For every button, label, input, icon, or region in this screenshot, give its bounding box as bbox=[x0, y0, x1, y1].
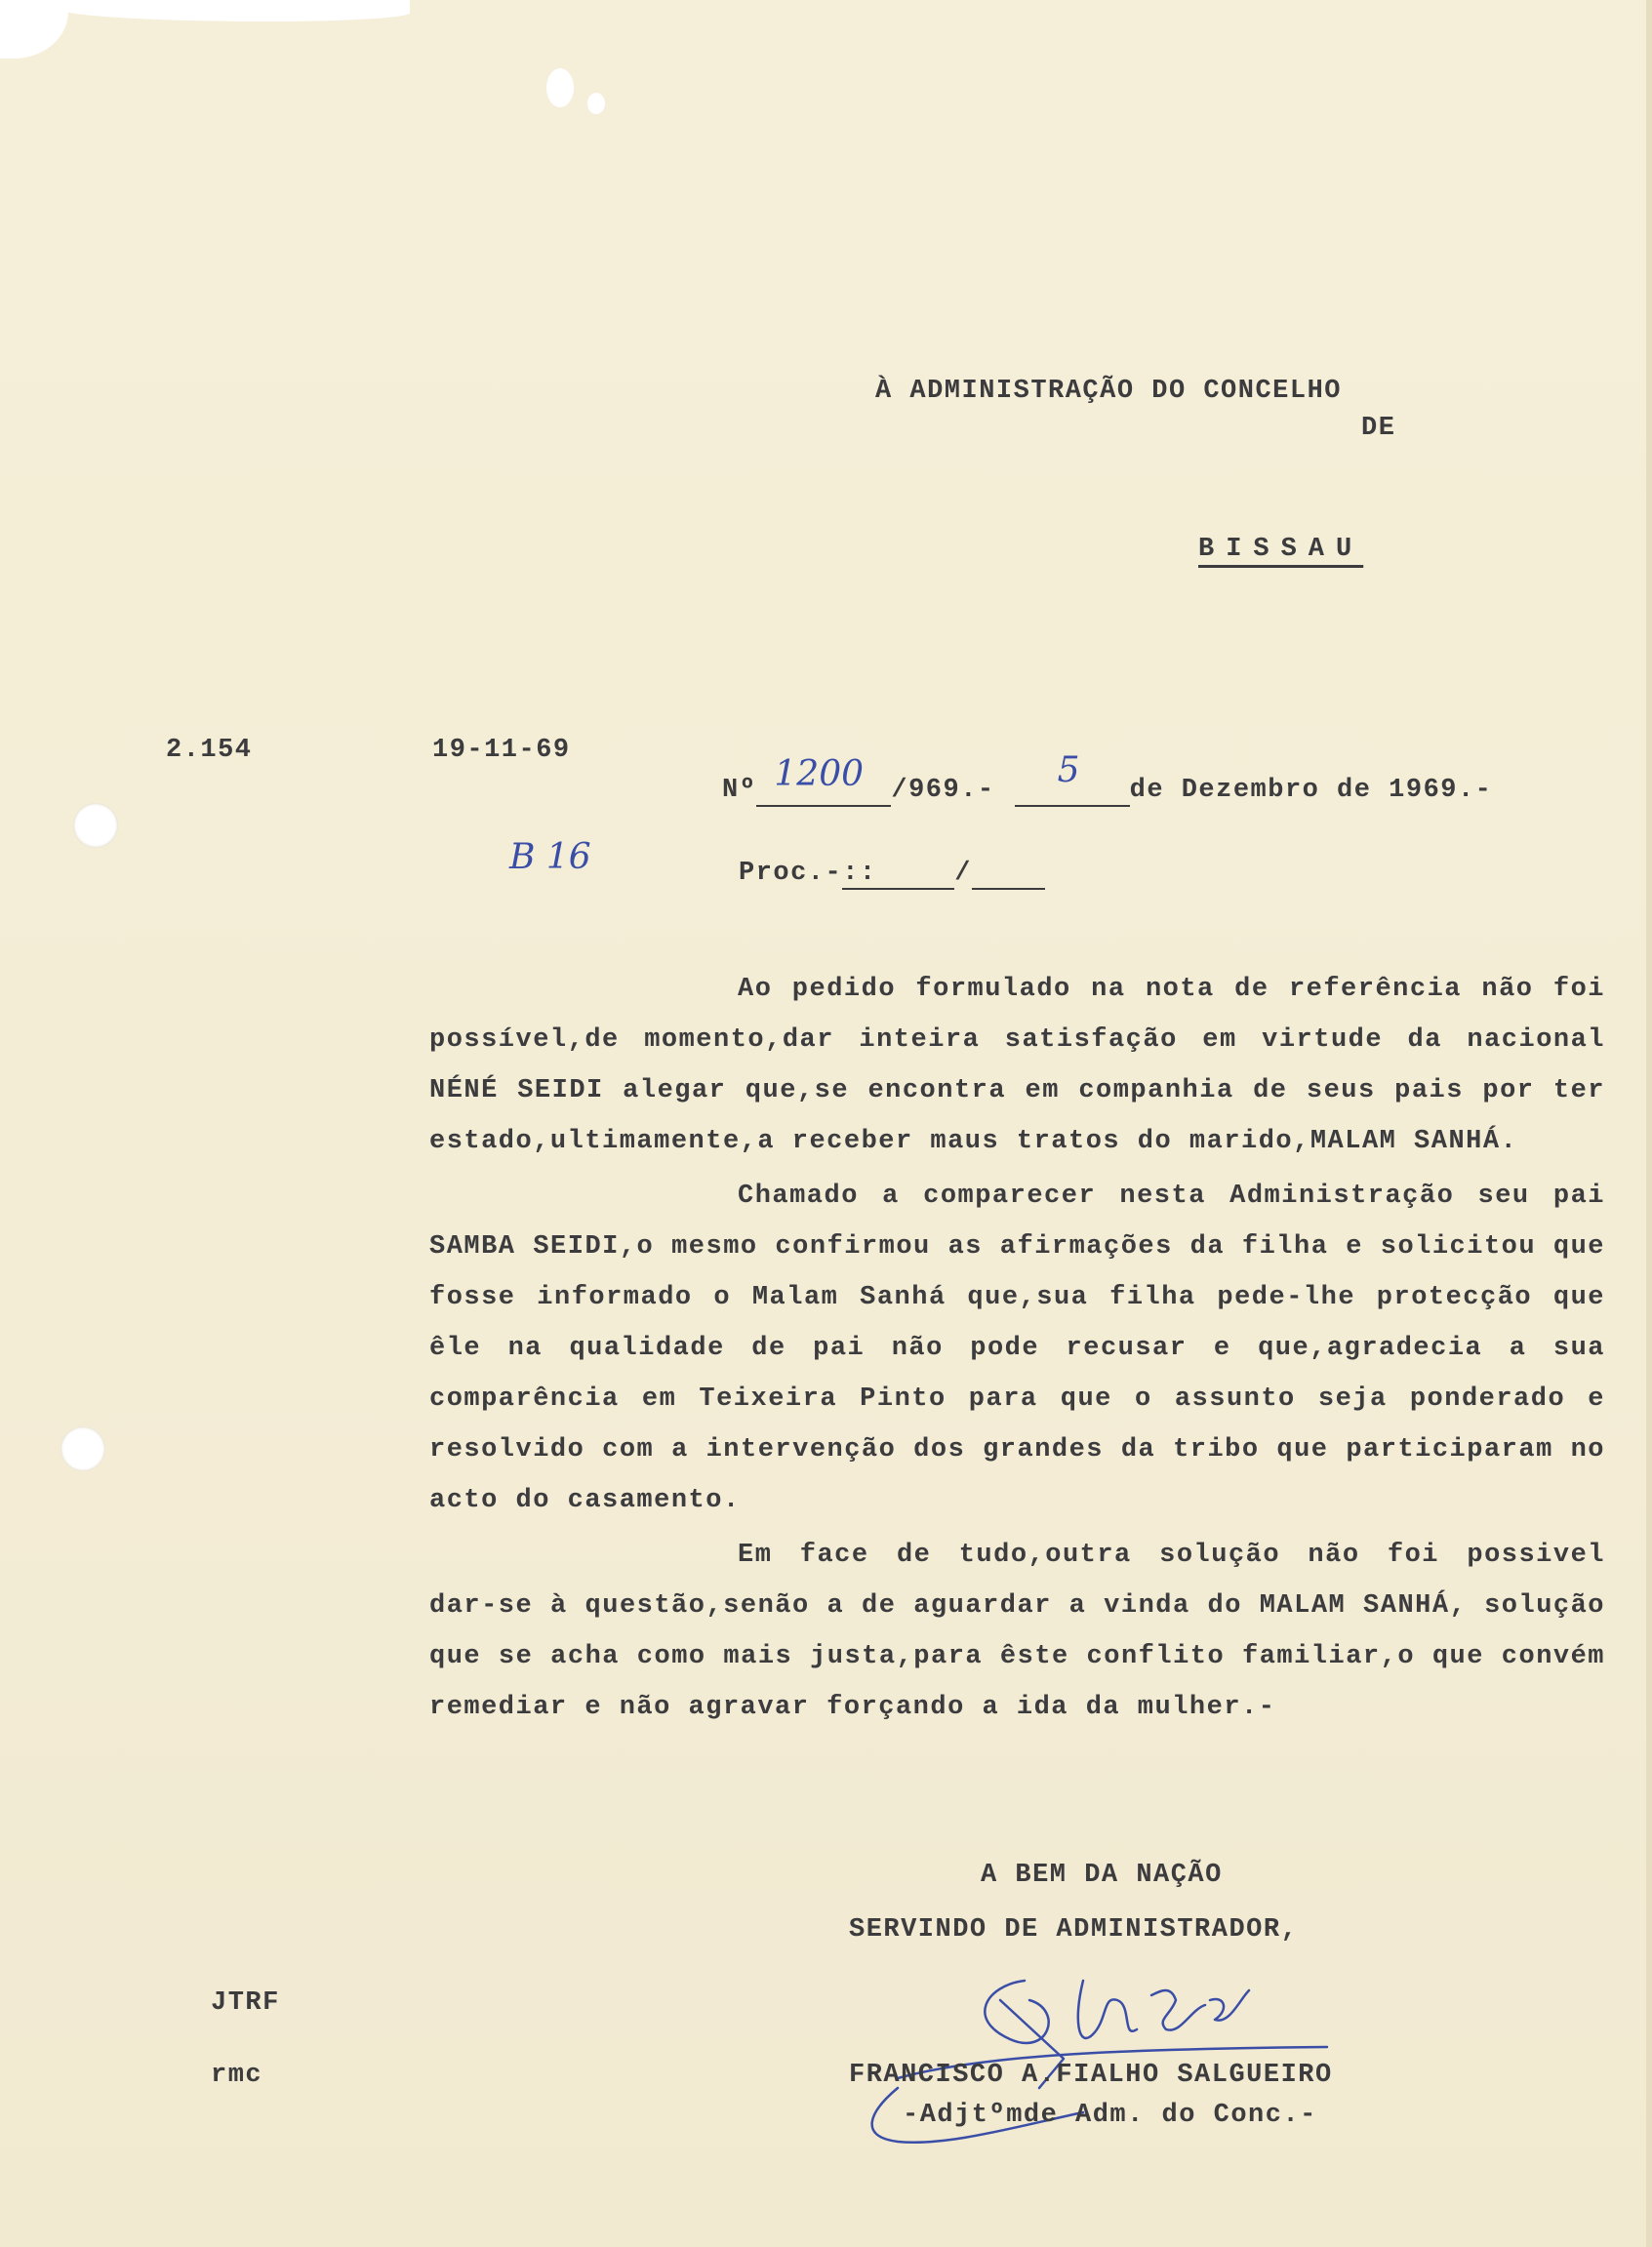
handwritten-signature bbox=[839, 1942, 1347, 2166]
paper-tear bbox=[587, 93, 605, 114]
recipient-city: BISSAU bbox=[1198, 535, 1364, 564]
handwritten-day: 5 bbox=[1057, 750, 1080, 790]
paragraph-2: Chamado a comparecer nesta Administração seu pai SAMBA SEIDI,o mesmo confirmou as afirmações da filha e solicitou que fosse informado o Malam Sanhá que,sua filha pede-lhe protecção que êle na qualidade de pai não pode recusar e que,agradecia a sua comparência em Teixeira Pinto para que o assunto seja ponderado e resolvido com a intervenção dos grandes da tribo que participaram no acto do casamento. bbox=[429, 1182, 1605, 1515]
letter-body bbox=[429, 964, 1605, 1733]
paper-tear bbox=[546, 68, 574, 107]
handwritten-number: 1200 bbox=[774, 754, 865, 794]
recipient-line-2: DE bbox=[1361, 414, 1396, 443]
reference-date: 19-11-69 bbox=[432, 736, 571, 765]
number-label: Nº bbox=[722, 776, 757, 805]
paragraph-1: Ao pedido formulado na nota de referência não foi possível,de momento,dar inteira satisfação em virtude da nacional NÉNÉ SEIDI alegar que,se encontra em companhia de seus pais por ter estado,ultimamente,a receber maus tratos do marido,MALAM SANHÁ. bbox=[429, 975, 1605, 1156]
document-number-line bbox=[722, 750, 1493, 807]
day-field bbox=[1015, 750, 1130, 807]
punch-hole bbox=[73, 803, 118, 848]
paper-tear bbox=[59, 0, 410, 21]
reference-number: 2.154 bbox=[166, 736, 253, 765]
process-label: Proc.- bbox=[739, 859, 843, 888]
signer-title: -Adjtºmde Adm. do Conc.- bbox=[903, 2101, 1317, 2130]
reference-initials: rmc bbox=[211, 2061, 263, 2090]
number-field bbox=[756, 754, 891, 807]
process-line bbox=[739, 859, 1045, 890]
year-suffix: /969.- bbox=[891, 776, 995, 805]
closing-role: SERVINDO DE ADMINISTRADOR, bbox=[849, 1915, 1299, 1945]
date-suffix: de Dezembro de 1969.- bbox=[1129, 776, 1493, 805]
signer-name: FRANCISCO A.FIALHO SALGUEIRO bbox=[849, 2061, 1333, 2090]
typist-initials: JTRF bbox=[211, 1988, 280, 2018]
recipient-line-1: À ADMINISTRAÇÃO DO CONCELHO bbox=[875, 377, 1342, 406]
punch-hole bbox=[60, 1426, 105, 1471]
process-field: :: bbox=[842, 859, 954, 890]
closing-salutation: A BEM DA NAÇÃO bbox=[981, 1861, 1223, 1890]
process-separator: / bbox=[954, 859, 972, 888]
paper-tear bbox=[0, 0, 68, 59]
paragraph-3: Em face de tudo,outra solução não foi possivel dar-se à questão,senão a de aguardar a vinda do MALAM SANHÁ, solução que se acha como mais justa,para êste conflito familiar,o que convém remediar e não agravar forçando a ida da mulher.- bbox=[429, 1541, 1605, 1722]
process-field-2 bbox=[972, 859, 1045, 890]
handwritten-annotation: B 16 bbox=[509, 837, 591, 877]
